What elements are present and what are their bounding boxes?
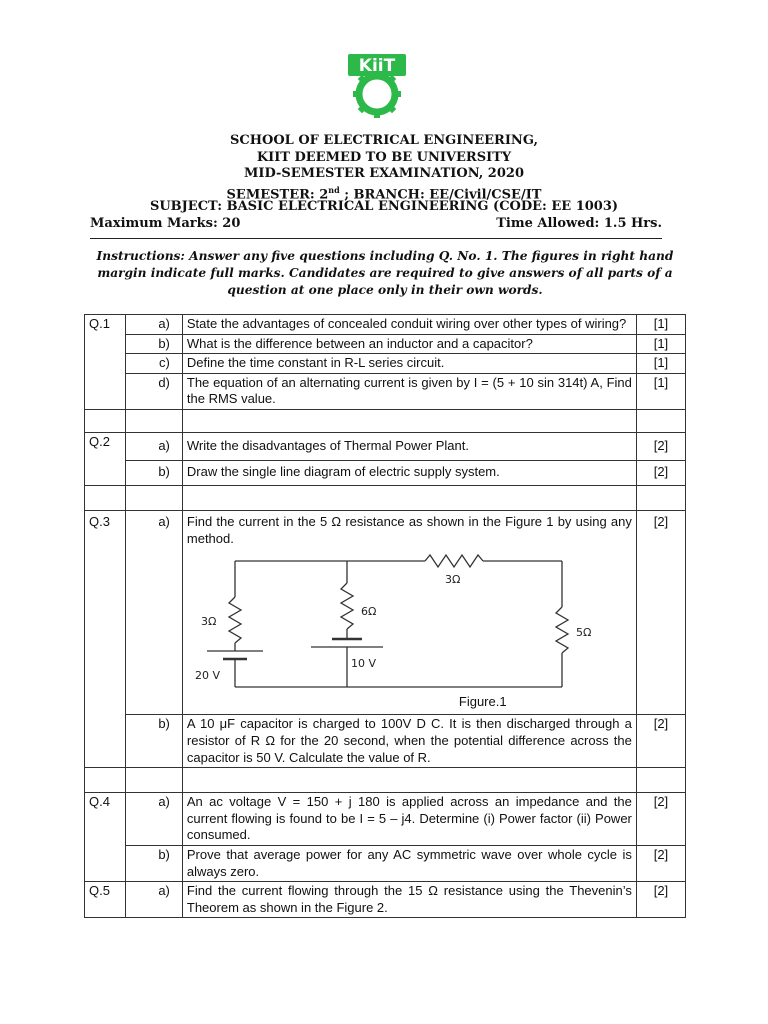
question-number: Q.5 (85, 882, 126, 918)
part-label: a) (125, 315, 182, 335)
header-divider (90, 238, 662, 239)
resistor-top-3ohm (425, 555, 483, 567)
resistor-right-5ohm (556, 607, 568, 653)
part-label: b) (125, 715, 182, 768)
table-row (85, 882, 686, 918)
university-logo (336, 50, 418, 122)
spacer-row (85, 768, 686, 793)
label-v-left: 20 V (194, 669, 220, 683)
marks: [2] (636, 793, 685, 846)
marks: [2] (636, 715, 685, 768)
figure-caption: Figure.1 (458, 694, 507, 710)
marks: [2] (636, 460, 685, 486)
subject-line: SUBJECT: BASIC ELECTRICAL ENGINEERING (CODE: EE 1003) (149, 199, 619, 214)
label-r-right: 5Ω (575, 626, 592, 640)
table-row (85, 432, 686, 460)
university-name: KIIT DEEMED TO BE UNIVERSITY (256, 150, 512, 165)
marks: [1] (636, 373, 685, 409)
time-allowed: Time Allowed: 1.5 Hrs. (496, 216, 662, 231)
marks: [2] (636, 845, 685, 881)
question-text: Find the current in the 5 Ω resistance as shown in the Figure 1 by using any method. (186, 514, 632, 546)
question-text: Define the time constant in R-L series circuit. (182, 354, 636, 374)
marks: [1] (636, 315, 685, 335)
part-label: c) (125, 354, 182, 374)
table-row (85, 460, 686, 486)
logo-text: KiiT (358, 56, 396, 76)
question-text: State the advantages of concealed conduit wiring over other types of wiring? (182, 315, 636, 335)
table-row (85, 845, 686, 881)
question-number: Q.3 (85, 511, 126, 768)
resistor-mid-6ohm (341, 583, 353, 629)
spacer-row (85, 486, 686, 511)
question-text: A 10 μF capacitor is charged to 100V D C. It is then discharged through a resistor of R Ω for the 20 second, when the potential difference across the capacitor is 50 V. Calculate the value of R. (182, 715, 636, 768)
table-row (85, 373, 686, 409)
label-r-top: 3Ω (444, 573, 461, 587)
marks: [1] (636, 354, 685, 374)
part-label: b) (125, 845, 182, 881)
question-text: The equation of an alternating current is given by I = (5 + 10 sin 314t) A, Find the RMS value. (182, 373, 636, 409)
spacer-row (85, 409, 686, 432)
label-v-mid: 10 V (350, 657, 376, 671)
branch-label: ; BRANCH: EE/Civil/CSE/IT (339, 187, 542, 203)
part-label: d) (125, 373, 182, 409)
circuit-diagram (187, 547, 632, 713)
instructions: Instructions: Answer any five questions including Q. No. 1. The figures in right hand margin indicate full marks. Candidates are required to give answers of all parts of a question at one place only in their own words. (96, 249, 674, 297)
part-label: b) (125, 460, 182, 486)
part-label: a) (125, 882, 182, 918)
question-cell (182, 511, 636, 715)
question-text: Find the current flowing through the 15 Ω resistance using the Thevenin’s Theorem as shown in the Figure 2. (182, 882, 636, 918)
label-r-mid: 6Ω (360, 605, 377, 619)
part-label: a) (125, 511, 182, 715)
table-row (85, 793, 686, 846)
table-row (85, 715, 686, 768)
table-row (85, 354, 686, 374)
resistor-left-3ohm (229, 597, 241, 643)
questions-table (84, 314, 686, 918)
max-marks: Maximum Marks: 20 (90, 216, 241, 231)
marks: [2] (636, 882, 685, 918)
marks: [1] (636, 334, 685, 354)
question-number: Q.4 (85, 793, 126, 882)
semester-suffix: nd (328, 185, 340, 195)
question-number: Q.1 (85, 315, 126, 410)
table-row (85, 511, 686, 715)
part-label: a) (125, 793, 182, 846)
question-text: Draw the single line diagram of electric supply system. (182, 460, 636, 486)
circuit-figure-1 (187, 547, 632, 713)
part-label: a) (125, 432, 182, 460)
semester-label: SEMESTER: 2 (226, 187, 329, 203)
question-text: Prove that average power for any AC symmetric wave over whole cycle is always zero. (182, 845, 636, 881)
school-name: SCHOOL OF ELECTRICAL ENGINEERING, (230, 133, 538, 148)
question-text: Write the disadvantages of Thermal Power Plant. (182, 432, 636, 460)
part-label: b) (125, 334, 182, 354)
question-text: An ac voltage V = 150 + j 180 is applied across an impedance and the current flowing is found to be I = 5 – j4. Determine (i) Power factor (ii) Power consumed. (182, 793, 636, 846)
question-number: Q.2 (85, 432, 126, 485)
marks: [2] (636, 432, 685, 460)
marks: [2] (636, 511, 685, 715)
table-row (85, 334, 686, 354)
label-r-left: 3Ω (200, 615, 217, 629)
exam-name: MID-SEMESTER EXAMINATION, 2020 (244, 166, 524, 181)
table-row (85, 315, 686, 335)
question-text: What is the difference between an inductor and a capacitor? (182, 334, 636, 354)
